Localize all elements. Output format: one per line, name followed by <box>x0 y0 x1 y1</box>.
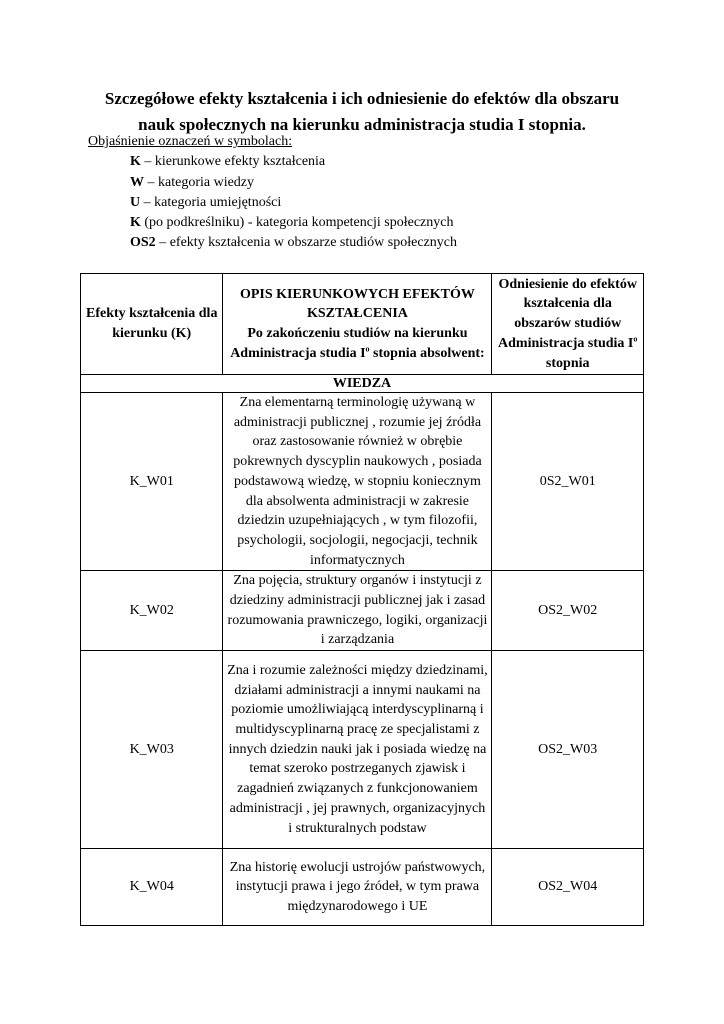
legend-symbol: U <box>130 194 141 210</box>
header-description-title: OPIS KIERUNKOWYCH EFEKTÓW KSZTAŁCENIA <box>239 286 475 322</box>
outcome-description: Zna i rozumie zależności między dziedzinami, działami administracji a innymi naukami na poziomie umożliwiającą interdyscyplinarną i multidyscyplinarną pracę ze specjalistami z innych dziedzin nauki jak i posiada wiedzę na temat szeroko postrzeganych zjawisk i zagadnień związanych z funkcjonowaniem administracji , jej prawnych, organizacyjnych i strukturalnych podstaw <box>223 651 492 849</box>
outcome-code: K_W01 <box>81 393 223 571</box>
legend-item-w <box>130 173 457 193</box>
outcome-reference: OS2_W04 <box>492 849 644 926</box>
outcome-reference: 0S2_W01 <box>492 393 644 571</box>
outcome-reference: OS2_W03 <box>492 651 644 849</box>
table-row <box>81 571 644 651</box>
legend-symbol: W <box>130 174 144 190</box>
legend-item-k <box>130 152 457 172</box>
legend-item-os2 <box>130 233 457 253</box>
outcome-description: Zna historię ewolucji ustrojów państwowych, instytucji prawa i jego źródeł, w tym prawa międzynarodowego i UE <box>223 849 492 926</box>
legend-symbol: K <box>130 154 141 170</box>
legend-item-u <box>130 193 457 213</box>
table-row <box>81 651 644 849</box>
table-row <box>81 393 644 571</box>
header-description-sub: Po zakończeniu studiów na kierunku Administracja studia I <box>230 326 468 361</box>
header-reference-main: Odniesienie do efektów kształcenia dla obszarów studiów Administracja studia I <box>498 276 637 351</box>
outcome-description: Zna pojęcia, struktury organów i instytucji z dziedziny administracji publicznej jak i zasad rozumowania prawniczego, logiki, organizacji i zarządzania <box>223 571 492 651</box>
legend-text: – kategoria wiedzy <box>144 174 255 190</box>
legend-text: – kategoria umiejętności <box>140 194 282 210</box>
title-line-2: nauk społecznych na kierunku administracja studia I stopnia. <box>138 115 586 134</box>
legend-item-k-suffix <box>130 213 457 233</box>
legend-text: – kierunkowe efekty kształcenia <box>140 154 326 170</box>
document-title <box>0 86 724 138</box>
outcome-description: Zna elementarną terminologię używaną w administracji publicznej , rozumie jej źródła oraz zastosowanie również w obrębie pokrewnych dyscyplin naukowych , posiada podstawową wiedzę, w stopniu koniecznym dla absolwenta administracji w zakresie dziedzin uzupełniających , w tym filozofii, psychologii, socjologii, negocjacji, technik informatycznych <box>223 393 492 571</box>
outcome-reference: OS2_W02 <box>492 571 644 651</box>
section-row-wiedza <box>81 375 644 393</box>
table-header-row <box>81 274 644 375</box>
header-reference <box>492 274 644 375</box>
legend-text: – efekty kształcenia w obszarze studiów społecznych <box>155 235 457 251</box>
header-description-tail: stopnia absolwent: <box>369 345 485 361</box>
legend-heading: Objaśnienie oznaczeń w symbolach: <box>88 134 293 149</box>
title-line-1: Szczegółowe efekty kształcenia i ich odniesienie do efektów dla obszaru <box>104 89 620 108</box>
table-row <box>81 849 644 926</box>
header-reference-tail: stopnia <box>545 355 590 371</box>
degree-mark: o <box>365 344 370 354</box>
outcome-code: K_W02 <box>81 571 223 651</box>
symbol-legend <box>88 132 457 254</box>
section-heading: WIEDZA <box>81 375 644 393</box>
legend-text: (po podkreślniku) - kategoria kompetencji społecznych <box>140 215 454 231</box>
legend-symbol: K <box>130 215 141 231</box>
legend-symbol: OS2 <box>130 235 156 251</box>
outcome-code: K_W04 <box>81 849 223 926</box>
degree-mark: o <box>633 334 638 344</box>
learning-outcomes-table <box>80 273 644 926</box>
header-description <box>223 274 492 375</box>
outcome-code: K_W03 <box>81 651 223 849</box>
header-outcomes-code: Efekty kształcenia dla kierunku (K) <box>81 274 223 375</box>
